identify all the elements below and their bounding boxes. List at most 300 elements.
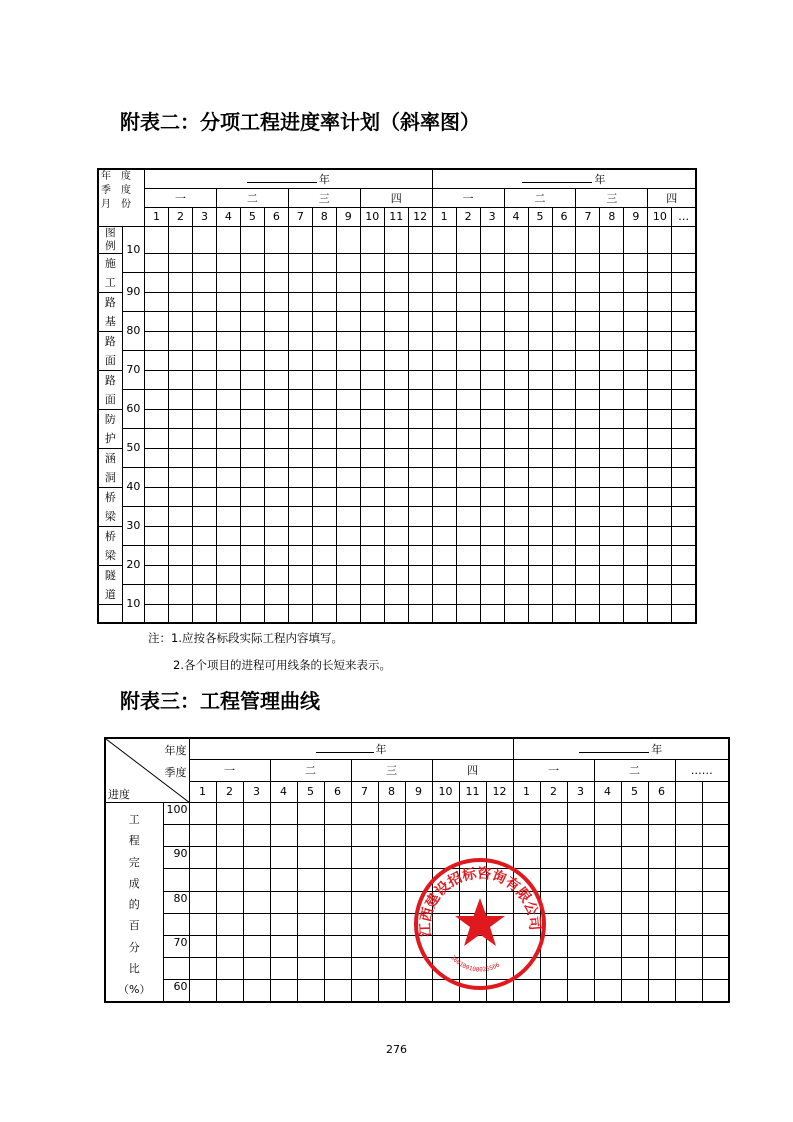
grid-cell [624, 350, 648, 370]
grid-cell [312, 448, 336, 467]
grid-cell [324, 980, 351, 1002]
grid-cell [240, 428, 264, 448]
table-row [105, 803, 729, 825]
grid-cell [378, 935, 405, 957]
grid-cell [408, 428, 432, 448]
grid-cell [408, 292, 432, 311]
grid-cell [576, 604, 600, 623]
grid-cell [216, 226, 240, 253]
side-label-char: 百 [128, 919, 140, 933]
grid-cell [600, 604, 624, 623]
grid-cell [270, 980, 297, 1002]
month-cell: 4 [504, 207, 528, 226]
grid-cell [576, 506, 600, 526]
grid-cell [240, 604, 264, 623]
grid-cell [169, 428, 193, 448]
grid-cell [360, 370, 384, 389]
grid-cell [189, 803, 216, 825]
side-label-char: 工 [128, 813, 140, 826]
grid-cell [600, 506, 624, 526]
grid-cell [480, 226, 504, 253]
grid-cell [600, 467, 624, 487]
month-cell: 10 [432, 781, 459, 803]
grid-cell [360, 584, 384, 604]
grid-cell [189, 847, 216, 869]
grid-cell [456, 565, 480, 584]
table-row [98, 272, 696, 292]
grid-cell [672, 370, 696, 389]
grid-cell [145, 409, 169, 428]
grid-cell [312, 389, 336, 409]
month-cell: 9 [624, 207, 648, 226]
company-seal [410, 854, 550, 994]
grid-cell [600, 292, 624, 311]
grid-cell [648, 935, 675, 957]
grid-cell [672, 389, 696, 409]
grid-cell [360, 331, 384, 350]
quarter-cell: 二 [594, 760, 675, 782]
row-label [98, 526, 122, 565]
grid-cell [216, 311, 240, 331]
corner-year-label: 年度 [101, 171, 141, 182]
table-row [98, 292, 696, 311]
month-cell: 2 [540, 781, 567, 803]
corner-progress-label: 进度 [108, 788, 130, 801]
grid-cell [378, 957, 405, 979]
grid-cell [336, 448, 360, 467]
grid-cell [408, 226, 432, 253]
month-cell: 1 [145, 207, 169, 226]
grid-cell [288, 506, 312, 526]
month-cell: 7 [576, 207, 600, 226]
grid-cell [432, 604, 456, 623]
quarter-cell: 二 [504, 188, 576, 207]
grid-cell [264, 226, 288, 253]
grid-cell [240, 253, 264, 272]
grid-cell [324, 891, 351, 913]
grid-cell [480, 604, 504, 623]
grid-cell [240, 292, 264, 311]
quarter-cell: 二 [270, 760, 351, 782]
grid-cell [336, 584, 360, 604]
grid-cell [192, 506, 216, 526]
grid-cell [384, 506, 408, 526]
grid-cell [456, 526, 480, 545]
grid-cell [600, 311, 624, 331]
month-cell [675, 781, 702, 803]
grid-cell [648, 980, 675, 1002]
grid-cell [189, 891, 216, 913]
quarter-cell: 三 [351, 760, 432, 782]
row-label-char: 防 [104, 412, 116, 426]
month-cell: 4 [594, 781, 621, 803]
grid-cell [264, 253, 288, 272]
percent-cell: 30 [122, 506, 144, 545]
grid-cell [600, 526, 624, 545]
grid-cell [240, 526, 264, 545]
grid-cell [145, 253, 169, 272]
grid-cell [621, 935, 648, 957]
grid-cell [312, 331, 336, 350]
grid-cell [324, 869, 351, 891]
table2-title: 附表三：工程管理曲线 [120, 689, 320, 713]
grid-cell [264, 389, 288, 409]
grid-cell [169, 526, 193, 545]
grid-cell [624, 428, 648, 448]
grid-cell [145, 526, 169, 545]
grid-cell [384, 487, 408, 506]
grid-cell [312, 292, 336, 311]
grid-cell [648, 487, 672, 506]
grid-cell [648, 448, 672, 467]
grid-cell [351, 825, 378, 847]
grid-cell [384, 331, 408, 350]
row-label-empty [98, 604, 122, 623]
month-cell: 8 [378, 781, 405, 803]
grid-cell [576, 487, 600, 506]
grid-cell [576, 370, 600, 389]
grid-cell [594, 803, 621, 825]
quarter-row [98, 188, 696, 207]
grid-cell [240, 272, 264, 292]
grid-cell [486, 825, 513, 847]
grid-cell [240, 506, 264, 526]
grid-cell [648, 825, 675, 847]
grid-cell [504, 487, 528, 506]
grid-cell [552, 389, 576, 409]
grid-cell [552, 506, 576, 526]
grid-cell [624, 253, 648, 272]
legend-label [98, 226, 122, 253]
table-row [98, 311, 696, 331]
grid-cell [192, 409, 216, 428]
grid-cell [621, 803, 648, 825]
grid-cell [600, 272, 624, 292]
grid-cell [672, 253, 696, 272]
grid-cell [528, 565, 552, 584]
grid-cell [312, 311, 336, 331]
grid-cell [192, 604, 216, 623]
grid-cell [336, 506, 360, 526]
grid-cell [480, 311, 504, 331]
grid-cell [288, 545, 312, 565]
grid-cell [169, 565, 193, 584]
grid-cell [594, 869, 621, 891]
grid-cell [504, 409, 528, 428]
month-cell: 12 [408, 207, 432, 226]
grid-cell [648, 526, 672, 545]
grid-cell [408, 272, 432, 292]
grid-cell [456, 604, 480, 623]
grid-cell [504, 311, 528, 331]
year-1-label: 年 [318, 172, 330, 186]
grid-cell [216, 565, 240, 584]
side-label-char: （%） [118, 983, 151, 997]
grid-cell [675, 869, 702, 891]
grid-cell [360, 487, 384, 506]
side-label [105, 803, 163, 1002]
grid-cell [145, 604, 169, 623]
grid-cell [432, 506, 456, 526]
quarter-cell: 一 [189, 760, 270, 782]
grid-cell [312, 584, 336, 604]
grid-cell [528, 506, 552, 526]
grid-cell [504, 526, 528, 545]
grid-cell [384, 428, 408, 448]
row-label-char: 面 [104, 353, 116, 367]
grid-cell [145, 389, 169, 409]
grid-cell [216, 409, 240, 428]
grid-cell [672, 565, 696, 584]
grid-cell [552, 428, 576, 448]
year-2-header [432, 169, 696, 188]
grid-cell [288, 331, 312, 350]
grid-cell [480, 409, 504, 428]
grid-cell [378, 803, 405, 825]
grid-cell [384, 253, 408, 272]
percent-cell: 70 [122, 350, 144, 389]
grid-cell [504, 370, 528, 389]
row-label [98, 448, 122, 487]
grid-cell [576, 584, 600, 604]
grid-cell [552, 467, 576, 487]
grid-cell [552, 565, 576, 584]
grid-cell [624, 506, 648, 526]
grid-cell [264, 448, 288, 467]
grid-cell [456, 350, 480, 370]
grid-cell [480, 526, 504, 545]
grid-cell [567, 803, 594, 825]
table-row [98, 370, 696, 389]
grid-cell [513, 803, 540, 825]
grid-cell [384, 389, 408, 409]
grid-cell [243, 869, 270, 891]
row-label-char: 洞 [104, 470, 116, 484]
grid-cell [432, 545, 456, 565]
grid-cell [378, 980, 405, 1002]
grid-cell [192, 448, 216, 467]
note-1: 注：1.应按各标段实际工程内容填写。 [148, 631, 343, 645]
grid-cell [216, 825, 243, 847]
grid-cell [145, 272, 169, 292]
grid-cell [576, 545, 600, 565]
grid-cell [240, 584, 264, 604]
grid-cell [480, 565, 504, 584]
grid-cell [648, 467, 672, 487]
grid-cell [600, 350, 624, 370]
grid-cell [672, 467, 696, 487]
grid-cell [504, 506, 528, 526]
grid-cell [408, 604, 432, 623]
row-label-char: 基 [104, 314, 116, 328]
grid-cell [528, 331, 552, 350]
grid-cell [648, 584, 672, 604]
grid-cell [408, 350, 432, 370]
grid-cell [702, 957, 729, 979]
grid-cell [624, 226, 648, 253]
grid-cell [312, 545, 336, 565]
month-cell: 1 [432, 207, 456, 226]
grid-cell [216, 891, 243, 913]
month-cell: 3 [567, 781, 594, 803]
grid-cell [648, 409, 672, 428]
month-row [105, 781, 729, 803]
grid-cell [552, 604, 576, 623]
grid-cell [312, 506, 336, 526]
quarter-cell: …… [675, 760, 729, 782]
percent-cell: 70 [163, 935, 189, 957]
grid-cell [288, 311, 312, 331]
grid-cell [270, 825, 297, 847]
row-label-char: 道 [104, 587, 116, 601]
grid-cell [336, 350, 360, 370]
grid-cell [264, 565, 288, 584]
grid-cell [360, 350, 384, 370]
month-cell: 7 [351, 781, 378, 803]
grid-cell [567, 957, 594, 979]
grid-cell [648, 292, 672, 311]
grid-cell [480, 389, 504, 409]
percent-cell: 90 [122, 272, 144, 311]
row-label-char: 施 [104, 256, 116, 270]
grid-cell [169, 311, 193, 331]
grid-cell [169, 604, 193, 623]
grid-cell [567, 891, 594, 913]
grid-cell [594, 825, 621, 847]
grid-cell [594, 980, 621, 1002]
grid-cell [672, 506, 696, 526]
row-label-char: 工 [104, 275, 116, 289]
grid-cell [145, 448, 169, 467]
grid-cell [528, 272, 552, 292]
grid-cell [264, 584, 288, 604]
grid-cell [600, 545, 624, 565]
grid-cell [192, 428, 216, 448]
grid-cell [480, 584, 504, 604]
grid-cell [480, 506, 504, 526]
grid-cell [432, 389, 456, 409]
grid-cell [576, 467, 600, 487]
grid-cell [480, 467, 504, 487]
grid-cell [480, 428, 504, 448]
side-label-char: 完 [128, 855, 140, 869]
grid-cell [648, 311, 672, 331]
grid-cell [408, 565, 432, 584]
grid-cell [456, 448, 480, 467]
grid-cell [270, 891, 297, 913]
grid-cell [432, 226, 456, 253]
grid-cell [288, 272, 312, 292]
grid-cell [576, 350, 600, 370]
grid-cell [432, 292, 456, 311]
grid-cell [312, 226, 336, 253]
grid-cell [384, 370, 408, 389]
grid-cell [297, 980, 324, 1002]
grid-cell [312, 350, 336, 370]
grid-cell [702, 825, 729, 847]
table-row [98, 253, 696, 272]
grid-cell [297, 803, 324, 825]
grid-cell [600, 331, 624, 350]
grid-cell [336, 526, 360, 545]
grid-cell [378, 913, 405, 935]
grid-cell [169, 487, 193, 506]
row-label [98, 409, 122, 448]
grid-cell [621, 913, 648, 935]
grid-cell [297, 847, 324, 869]
grid-cell [702, 847, 729, 869]
grid-cell [297, 891, 324, 913]
grid-cell [312, 272, 336, 292]
grid-cell [648, 869, 675, 891]
grid-cell [243, 957, 270, 979]
month-cell: 7 [288, 207, 312, 226]
grid-cell [576, 253, 600, 272]
grid-cell [145, 487, 169, 506]
row-label [98, 487, 122, 526]
grid-cell [480, 272, 504, 292]
header-corner [105, 738, 189, 803]
grid-cell [216, 957, 243, 979]
grid-cell [600, 409, 624, 428]
grid-cell [192, 331, 216, 350]
grid-cell [594, 913, 621, 935]
month-cell: 1 [189, 781, 216, 803]
row-label-char: 梁 [104, 548, 116, 562]
year-2-header [513, 738, 729, 760]
grid-cell [336, 545, 360, 565]
grid-cell [432, 311, 456, 331]
grid-cell [378, 825, 405, 847]
grid-cell [624, 487, 648, 506]
grid-cell [145, 331, 169, 350]
grid-cell [576, 448, 600, 467]
table-row [98, 409, 696, 428]
grid-cell [576, 272, 600, 292]
grid-cell [169, 370, 193, 389]
grid-cell [360, 545, 384, 565]
grid-cell [600, 487, 624, 506]
grid-cell [192, 467, 216, 487]
grid-cell [336, 370, 360, 389]
grid-cell [216, 448, 240, 467]
grid-cell [672, 604, 696, 623]
grid-cell [600, 565, 624, 584]
grid-cell [552, 226, 576, 253]
grid-cell [480, 370, 504, 389]
grid-cell [528, 409, 552, 428]
grid-cell [648, 428, 672, 448]
grid-cell [378, 891, 405, 913]
month-cell: 10 [648, 207, 672, 226]
year-row [105, 738, 729, 760]
grid-cell [432, 825, 459, 847]
grid-cell [169, 448, 193, 467]
grid-cell [528, 526, 552, 545]
grid-cell [624, 545, 648, 565]
month-cell: 4 [270, 781, 297, 803]
grid-cell [600, 226, 624, 253]
table-row [98, 584, 696, 604]
grid-cell [576, 311, 600, 331]
side-label-char: 的 [128, 898, 140, 912]
grid-cell [480, 448, 504, 467]
grid-cell [504, 226, 528, 253]
grid-cell [288, 226, 312, 253]
grid-cell [145, 584, 169, 604]
month-cell: 9 [336, 207, 360, 226]
month-cell: 5 [621, 781, 648, 803]
